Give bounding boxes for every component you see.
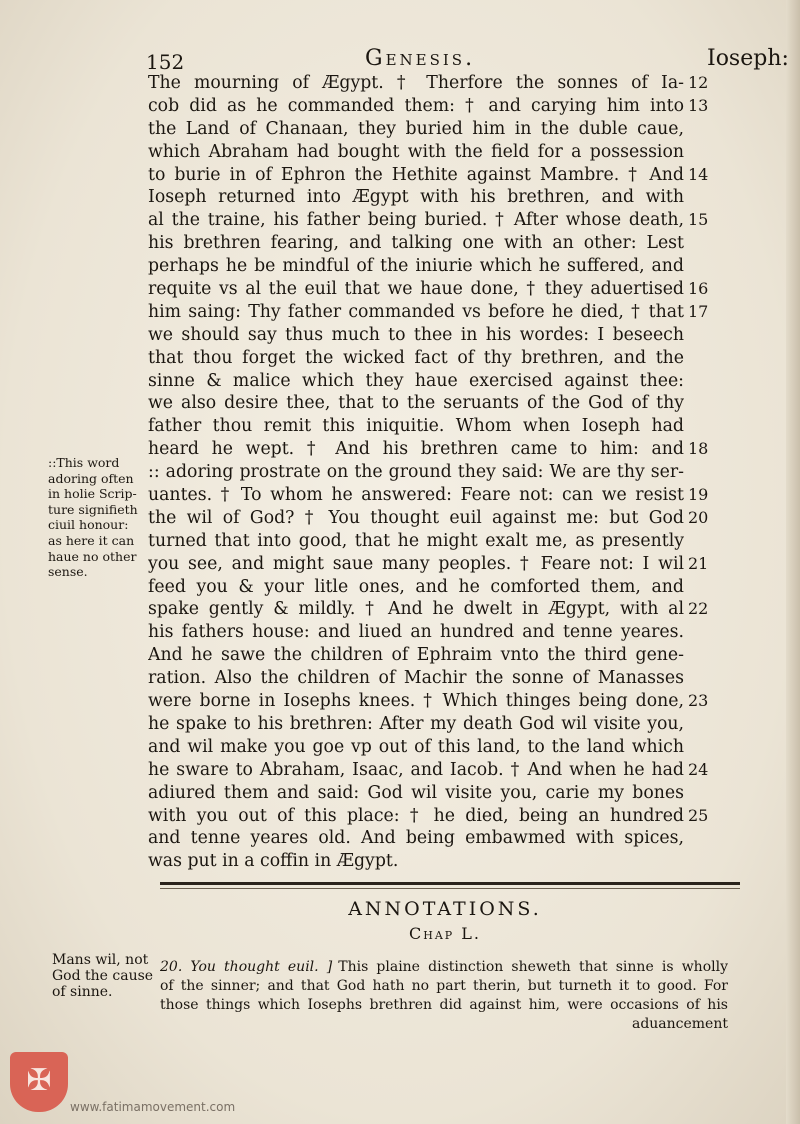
verse-number: 23: [688, 691, 709, 711]
margin-note-line: ciuil honour:: [48, 517, 129, 533]
text-line: that thou forget the wicked fact of thy brethren, and the: [148, 347, 684, 368]
annotation-line: those things which Iosephs brethren did against him, were occasions of his: [160, 997, 728, 1013]
verse-number: 16: [688, 279, 709, 299]
text-line: And he sawe the children of Ephraim vnto the third gene-: [148, 645, 684, 666]
annotation-margin-line: God the cause: [52, 968, 154, 984]
annotation-line-text: This plaine distinction sheweth that sinne is wholly: [338, 959, 728, 975]
annotation-margin-line: of sinne.: [52, 984, 113, 1000]
annotation-line: of the sinner; and that God hath no part therin, but turneth it to good. For: [160, 978, 728, 994]
verse-number: 20: [688, 507, 709, 527]
verse-number: [688, 736, 718, 759]
verse-number: [688, 141, 718, 164]
annotation-margin-note: [52, 952, 162, 1000]
text-line: Ioseph returned into Ægypt with his brethren, and with: [148, 187, 684, 208]
verse-number: [688, 118, 718, 141]
annotation-line: aduancement: [631, 1016, 728, 1032]
margin-note-line: ::This word: [48, 455, 120, 470]
annotation-line: [160, 958, 728, 977]
annotations-heading: ANNOTATIONS.: [348, 898, 542, 920]
text-line: adiured them and said: God wil visite you, carie my bones: [148, 782, 684, 803]
margin-note-line: in holie Scrip-: [48, 486, 137, 502]
annotation-text: [160, 958, 728, 1034]
text-line: heard he wept. † And his brethren came to him: and: [148, 439, 684, 460]
annotation-margin-line: Mans wil, not: [52, 952, 149, 968]
text-line: was put in a coffin in Ægypt.: [148, 851, 399, 872]
verse-number: [688, 576, 718, 599]
text-line: father thou remit this iniquitie. Whom when Ioseph had: [148, 416, 684, 437]
running-title: Genesis.: [365, 46, 476, 71]
website-watermark: www.fatimamovement.com: [70, 1100, 236, 1114]
verse-number: 19: [688, 485, 709, 505]
page-edge: [786, 0, 800, 1124]
running-title-right: Ioseph:: [707, 46, 789, 71]
text-line: were borne in Iosephs knees. † Which thinges being done,: [148, 691, 684, 712]
text-line: we also desire thee, that to the seruants of the God of thy: [148, 393, 684, 414]
scripture-text: [148, 72, 684, 873]
page-header: [0, 42, 800, 76]
margin-note-line: as here it can: [48, 532, 135, 548]
text-line: the wil of God? † You thought euil against me: but God: [148, 507, 684, 528]
text-line: he sware to Abraham, Isaac, and Iacob. † And when he had: [148, 759, 684, 780]
verse-number: [688, 324, 718, 347]
verse-number: 13: [688, 95, 709, 115]
verse-number: [688, 415, 718, 438]
margin-note: [48, 455, 152, 580]
verse-number: [688, 530, 718, 553]
verse-number: [688, 667, 718, 690]
verse-number: [688, 850, 718, 873]
text-line: ration. Also the children of Machir the sonne of Manasses: [148, 668, 684, 689]
verse-number: [688, 186, 718, 209]
text-line: requite vs al the euil that we haue done, † they aduertised: [148, 279, 684, 300]
text-line: sinne & malice which they haue exercised against thee:: [148, 370, 684, 391]
verse-number: 15: [688, 210, 709, 230]
verse-number: [688, 713, 718, 736]
margin-note-line: adoring often: [48, 470, 134, 486]
watermark-seal-icon: ✠: [10, 1052, 68, 1112]
verse-number: [688, 347, 718, 370]
chapter-heading: Chap L.: [409, 924, 481, 943]
margin-note-line: sense.: [48, 564, 88, 580]
text-line: which Abraham had bought with the field for a possession: [148, 141, 684, 162]
text-line: al the traine, his father being buried. † After whose death,: [148, 210, 684, 231]
verse-number: 18: [688, 439, 709, 459]
text-line: with you out of this place: † he died, being an hundred: [148, 805, 684, 826]
margin-note-line: ture signifieth: [48, 501, 138, 517]
verse-number: [688, 255, 718, 278]
text-line: he spake to his brethren: After my death God wil visite you,: [148, 713, 684, 734]
annotation-reference: 20. You thought euil. ]: [160, 959, 333, 975]
verse-number-column: [688, 72, 718, 873]
text-line: and wil make you goe vp out of this land, to the land which: [148, 736, 684, 757]
text-line: The mourning of Ægypt. † Therfore the sonnes of Ia-: [148, 73, 684, 93]
text-line: :: adoring prostrate on the ground they said: We are thy ser-: [148, 462, 684, 483]
text-line: to burie in of Ephron the Hethite against Mambre. † And: [148, 164, 684, 185]
text-line: cob did as he commanded them: † and carying him into: [148, 95, 684, 116]
verse-number: 22: [688, 599, 709, 619]
text-line: turned that into good, that he might exalt me, as presently: [148, 530, 684, 551]
verse-number: [688, 644, 718, 667]
verse-number: [688, 621, 718, 644]
verse-number: 25: [688, 805, 709, 825]
text-line: uantes. † To whom he answered: Feare not: can we resist: [148, 485, 684, 506]
text-line: we should say thus much to thee in his wordes: I beseech: [148, 324, 684, 345]
verse-number: [688, 461, 718, 484]
verse-number: [688, 232, 718, 255]
text-line: feed you & your litle ones, and he comforted them, and: [148, 576, 684, 597]
verse-number: [688, 370, 718, 393]
margin-note-line: haue no other: [48, 548, 137, 564]
text-line: perhaps he be mindful of the iniurie which he suffered, and: [148, 256, 684, 277]
text-line: the Land of Chanaan, they buried him in the duble caue,: [148, 118, 684, 139]
section-rule-thin: [160, 888, 740, 889]
verse-number: 17: [688, 301, 709, 321]
text-line: spake gently & mildly. † And he dwelt in Ægypt, with al: [148, 599, 684, 620]
page-number: 152: [146, 50, 185, 74]
text-line: you see, and might saue many peoples. † Feare not: I wil: [148, 553, 684, 574]
verse-number: 14: [688, 164, 709, 184]
verse-number: 21: [688, 553, 709, 573]
text-line: him saing: Thy father commanded vs before he died, † that: [148, 301, 684, 322]
text-line: his fathers house: and liued an hundred and tenne yeares.: [148, 622, 684, 643]
text-line: and tenne yeares old. And being embawmed with spices,: [148, 828, 684, 849]
verse-number: [688, 827, 718, 850]
text-line: his brethren fearing, and talking one with an other: Lest: [148, 233, 684, 254]
verse-number: [688, 782, 718, 805]
verse-number: 24: [688, 759, 709, 779]
verse-number: 12: [688, 73, 709, 92]
verse-number: [688, 392, 718, 415]
section-rule: [160, 882, 740, 885]
